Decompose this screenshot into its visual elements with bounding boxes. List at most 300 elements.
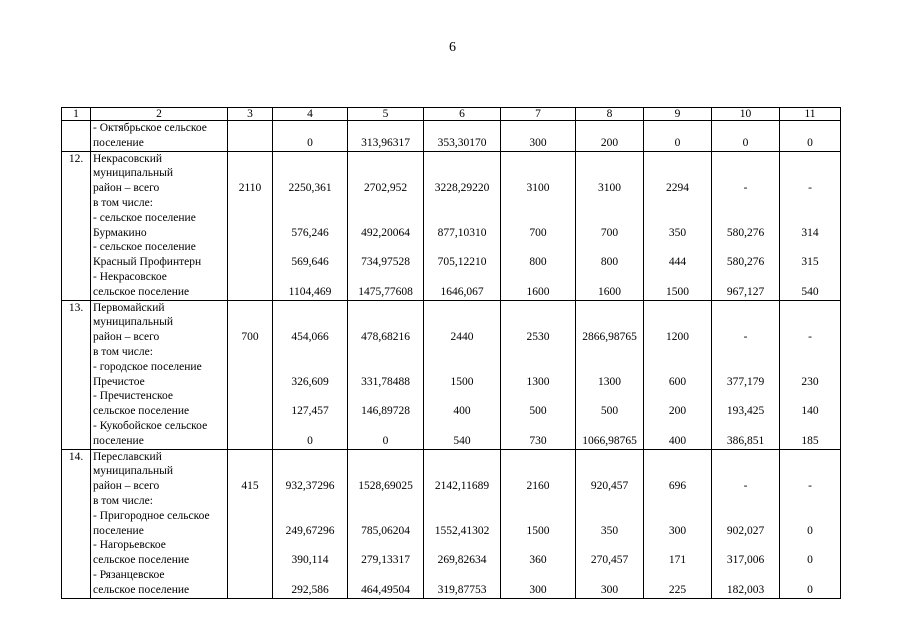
value-line [350, 345, 421, 360]
value-line: 454,066 [291, 331, 329, 344]
territory-name-line: Первомайский [93, 301, 165, 314]
territory-name-line: - Рязанцевское [93, 568, 165, 581]
value-line: 1200 [666, 331, 689, 344]
value-line [503, 166, 573, 181]
value-line [350, 196, 421, 211]
value-line [714, 315, 777, 330]
value-cell [644, 300, 712, 449]
value-line: 0 [807, 554, 813, 567]
value-line: 193,425 [726, 405, 765, 418]
territory-name-line: район – всего [93, 480, 160, 493]
value-line [646, 121, 709, 136]
value-line [503, 211, 573, 226]
value-cell [576, 151, 644, 300]
code-spacer [230, 389, 270, 404]
code-spacer [230, 270, 270, 285]
value-cell [576, 300, 644, 449]
value-line [714, 240, 777, 255]
value-line: 705,12210 [437, 256, 487, 269]
column-header: 9 [644, 108, 712, 121]
value-line [578, 301, 641, 316]
value-line [578, 360, 641, 375]
value-line [275, 345, 345, 360]
value-line: 580,276 [726, 256, 765, 269]
value-line: - [743, 182, 748, 195]
value-line: 185 [801, 434, 819, 447]
value-line [714, 360, 777, 375]
value-line [350, 509, 421, 524]
value-line: 400 [453, 405, 471, 418]
value-line [426, 419, 498, 434]
territory-name-line: - Октябрьское сельское [93, 122, 207, 134]
value-line [646, 360, 709, 375]
value-line [714, 509, 777, 524]
territory-name-cell [91, 300, 228, 449]
value-line [646, 315, 709, 330]
value-line: 2530 [526, 331, 550, 344]
value-line: 1300 [598, 375, 621, 388]
code-spacer [230, 509, 270, 524]
value-line: 800 [529, 256, 547, 269]
value-line: 0 [307, 434, 313, 447]
value-line [350, 389, 421, 404]
value-line: 140 [801, 405, 819, 418]
code-spacer [230, 553, 270, 568]
territory-name-line: - городское поселение [93, 360, 202, 373]
value-line: 785,06204 [361, 524, 410, 537]
value-line: 580,276 [726, 226, 765, 239]
value-line [503, 450, 573, 465]
territory-name-line: Некрасовский [93, 152, 163, 165]
value-line: 540 [453, 434, 471, 447]
value-line [646, 211, 709, 226]
value-line [350, 450, 421, 465]
value-line: 0 [382, 434, 389, 447]
column-header: 10 [712, 108, 780, 121]
column-header: 11 [780, 108, 841, 121]
value-line [578, 419, 641, 434]
value-line [275, 494, 345, 509]
table-row [62, 449, 841, 598]
value-line [714, 494, 777, 509]
table-row [62, 151, 841, 300]
value-line [275, 509, 345, 524]
value-line: 0 [674, 136, 681, 149]
value-line: 350 [600, 524, 619, 537]
value-line [503, 538, 573, 553]
value-cell [780, 449, 841, 598]
code-value: 415 [241, 480, 259, 493]
value-cell [424, 121, 501, 152]
value-line [782, 152, 838, 167]
value-line [578, 345, 641, 360]
value-line: 300 [529, 136, 547, 149]
code-spacer [230, 166, 270, 181]
value-line [646, 509, 709, 524]
value-line: 313,96317 [361, 136, 410, 149]
value-line [782, 166, 838, 181]
territory-name-cell [91, 121, 228, 152]
value-line [426, 270, 498, 285]
value-line [426, 152, 498, 167]
territory-name-line: - сельское поселение [93, 211, 196, 224]
value-line: 464,49504 [361, 583, 410, 596]
value-line [714, 152, 777, 167]
value-line: 249,67296 [285, 524, 335, 537]
value-line [782, 196, 838, 211]
value-cell [644, 121, 712, 152]
value-line: 146,89728 [361, 405, 410, 418]
value-line [578, 121, 641, 136]
value-line: 269,82634 [437, 554, 487, 567]
code-spacer [230, 240, 270, 255]
budget-table [61, 107, 841, 599]
value-line [275, 152, 345, 167]
value-line: 317,006 [726, 554, 765, 567]
value-line [646, 494, 709, 509]
territory-name-line: район – всего [93, 331, 160, 344]
value-line [578, 538, 641, 553]
value-line [350, 301, 421, 316]
value-line [714, 121, 777, 136]
value-line: 500 [529, 405, 547, 418]
value-line [426, 450, 498, 465]
value-cell [424, 151, 501, 300]
column-number-row [62, 108, 841, 121]
column-header: 5 [348, 108, 424, 121]
value-line: - [808, 480, 812, 493]
value-line: 1500 [666, 285, 689, 298]
value-line [426, 538, 498, 553]
value-cell [501, 300, 576, 449]
value-line [578, 389, 641, 404]
value-line [426, 494, 498, 509]
value-line [646, 464, 709, 479]
value-line [275, 450, 345, 465]
code-spacer [230, 211, 270, 226]
value-line [646, 538, 709, 553]
value-line [426, 196, 498, 211]
value-line: 315 [801, 256, 819, 269]
value-cell [712, 151, 780, 300]
value-line: - [743, 331, 748, 344]
value-line [578, 211, 641, 226]
value-line: 230 [801, 375, 819, 388]
value-line [275, 301, 345, 316]
column-header: 4 [273, 108, 348, 121]
value-line [714, 389, 777, 404]
value-line [426, 211, 498, 226]
code-spacer [230, 583, 270, 598]
code-spacer [230, 404, 270, 419]
value-line [275, 270, 345, 285]
code-cell [228, 449, 273, 598]
value-line [646, 152, 709, 167]
value-line: 600 [668, 375, 687, 388]
value-cell [273, 449, 348, 598]
value-line [426, 315, 498, 330]
code-value: 700 [241, 331, 259, 344]
code-spacer [230, 285, 270, 300]
value-line [275, 464, 345, 479]
value-line [503, 152, 573, 167]
territory-name-line: поселение [93, 136, 144, 149]
value-line [503, 568, 573, 583]
value-line [782, 270, 838, 285]
value-line [782, 509, 838, 524]
value-line [714, 270, 777, 285]
value-line [782, 464, 838, 479]
value-line: 1475,77608 [358, 285, 413, 298]
value-line [646, 240, 709, 255]
value-line [578, 509, 641, 524]
value-line [503, 389, 573, 404]
value-line [782, 494, 838, 509]
value-line [714, 301, 777, 316]
value-line [646, 196, 709, 211]
code-spacer [230, 255, 270, 270]
value-line [503, 464, 573, 479]
territory-name-line: сельское поселение [93, 285, 190, 298]
column-header: 6 [424, 108, 501, 121]
code-cell [228, 121, 273, 152]
value-line: 326,609 [291, 375, 329, 388]
value-line [578, 568, 641, 583]
value-line: 1552,41302 [434, 524, 490, 537]
value-line: 1600 [526, 285, 550, 298]
value-line: 390,114 [291, 554, 329, 567]
value-line [275, 538, 345, 553]
territory-name-line: муниципальный [93, 316, 174, 329]
value-line [275, 315, 345, 330]
value-line: 1104,469 [288, 285, 332, 298]
territory-name-line: - Нагорьевское [93, 539, 166, 552]
value-line: 2250,361 [288, 182, 332, 195]
value-line [503, 345, 573, 360]
value-line [782, 315, 838, 330]
territory-name-cell [91, 151, 228, 300]
value-line [646, 301, 709, 316]
value-line: 270,457 [590, 554, 629, 567]
value-line [350, 152, 421, 167]
value-line [350, 419, 421, 434]
value-cell [780, 151, 841, 300]
value-line [503, 301, 573, 316]
value-line [350, 568, 421, 583]
code-cell [228, 300, 273, 449]
value-line [503, 121, 573, 136]
territory-name-line: Переславский [93, 450, 162, 463]
value-line [782, 301, 838, 316]
value-line [578, 166, 641, 181]
territory-name-line: - Кукобойское сельское [93, 419, 208, 432]
value-line [578, 240, 641, 255]
page-number: 6 [449, 40, 456, 55]
value-line [275, 389, 345, 404]
value-line [714, 211, 777, 226]
column-header: 7 [501, 108, 576, 121]
value-line [782, 360, 838, 375]
value-cell [348, 300, 424, 449]
value-line: 1528,69025 [358, 480, 413, 493]
row-number: 13. [62, 300, 91, 449]
column-header: 3 [228, 108, 273, 121]
value-line [578, 450, 641, 465]
value-line [782, 211, 838, 226]
value-cell [273, 300, 348, 449]
territory-name-line: - сельское поселение [93, 241, 196, 254]
value-line: 576,246 [291, 226, 329, 239]
territory-name-line: район – всего [93, 182, 160, 195]
value-line [503, 509, 573, 524]
code-spacer [230, 450, 270, 465]
value-line: 400 [668, 434, 687, 447]
value-line [782, 450, 838, 465]
value-line: 200 [600, 136, 619, 149]
territory-name-line: поселение [93, 434, 144, 447]
value-line [646, 389, 709, 404]
code-spacer [230, 419, 270, 434]
value-line [350, 494, 421, 509]
table-row [62, 121, 841, 152]
value-line: 696 [668, 480, 687, 493]
value-line [782, 121, 838, 136]
value-line: 0 [807, 524, 813, 537]
value-line [350, 315, 421, 330]
value-line [646, 568, 709, 583]
value-line [714, 464, 777, 479]
value-line: 225 [668, 583, 687, 596]
value-line [350, 538, 421, 553]
value-line: 360 [529, 554, 547, 567]
value-line: 700 [529, 226, 547, 239]
code-spacer [230, 434, 270, 449]
value-line: - [808, 182, 812, 195]
code-spacer [230, 121, 270, 136]
value-line: - [808, 331, 812, 344]
value-line [350, 360, 421, 375]
code-spacer [230, 360, 270, 375]
value-line: 920,457 [590, 480, 629, 493]
value-cell [348, 151, 424, 300]
value-line: 279,13317 [361, 554, 410, 567]
value-line [350, 121, 421, 136]
value-line: 444 [668, 256, 687, 269]
value-line [275, 240, 345, 255]
value-line [503, 240, 573, 255]
territory-name-line: - Некрасовское [93, 270, 167, 283]
value-line: 0 [807, 136, 813, 149]
value-line: 0 [742, 136, 749, 149]
value-line: 314 [801, 226, 819, 239]
value-line: 353,30170 [437, 136, 487, 149]
value-line: 200 [668, 405, 687, 418]
code-spacer [230, 136, 270, 151]
value-line: - [743, 480, 748, 493]
value-line [426, 166, 498, 181]
value-line [350, 211, 421, 226]
value-cell [644, 151, 712, 300]
value-line [426, 360, 498, 375]
value-line: 300 [529, 583, 547, 596]
territory-name-line: - Пречистенское [93, 390, 174, 403]
value-line: 3100 [526, 182, 550, 195]
value-line: 171 [668, 554, 687, 567]
value-line: 300 [600, 583, 619, 596]
value-line [426, 345, 498, 360]
row-number: 14. [62, 449, 91, 598]
value-line [714, 196, 777, 211]
code-cell [228, 151, 273, 300]
value-line: 734,97528 [361, 256, 410, 269]
value-line: 386,851 [726, 434, 765, 447]
value-line: 1500 [526, 524, 550, 537]
table-row [62, 300, 841, 449]
value-line: 2142,11689 [434, 480, 490, 493]
value-line: 1500 [450, 375, 474, 388]
code-spacer [230, 494, 270, 509]
value-line [275, 196, 345, 211]
territory-name-line: Бурмакино [93, 226, 147, 239]
value-line: 492,20064 [361, 226, 410, 239]
value-line: 800 [600, 256, 619, 269]
code-spacer [230, 524, 270, 539]
value-line: 2440 [450, 331, 474, 344]
value-cell [348, 121, 424, 152]
value-cell [712, 121, 780, 152]
value-line [275, 166, 345, 181]
value-line [426, 568, 498, 583]
value-line: 2866,98765 [582, 331, 637, 344]
code-spacer [230, 375, 270, 390]
value-line [426, 464, 498, 479]
value-line [578, 464, 641, 479]
value-line: 1066,98765 [582, 434, 637, 447]
value-line [714, 450, 777, 465]
value-line [503, 494, 573, 509]
value-line [782, 240, 838, 255]
value-line [350, 464, 421, 479]
value-line: 478,68216 [361, 331, 410, 344]
value-cell [712, 300, 780, 449]
value-cell [424, 449, 501, 598]
value-line [503, 360, 573, 375]
value-cell [501, 449, 576, 598]
value-line: 350 [668, 226, 687, 239]
value-cell [273, 151, 348, 300]
value-line [646, 166, 709, 181]
value-line: 730 [529, 434, 547, 447]
value-line [646, 270, 709, 285]
value-line: 3228,29220 [434, 182, 490, 195]
value-line: 700 [600, 226, 619, 239]
territory-name-line: - Пригородное сельское [93, 509, 210, 522]
value-line [503, 315, 573, 330]
value-line [350, 270, 421, 285]
code-spacer [230, 345, 270, 360]
value-cell [273, 121, 348, 152]
value-line [426, 389, 498, 404]
value-line [714, 538, 777, 553]
code-value: 2110 [238, 182, 262, 195]
value-line: 377,179 [726, 375, 765, 388]
territory-name-line: в том числе: [93, 494, 153, 507]
value-line: 1300 [526, 375, 550, 388]
value-line [275, 568, 345, 583]
code-spacer [230, 152, 270, 167]
code-spacer [230, 196, 270, 211]
value-line [782, 389, 838, 404]
